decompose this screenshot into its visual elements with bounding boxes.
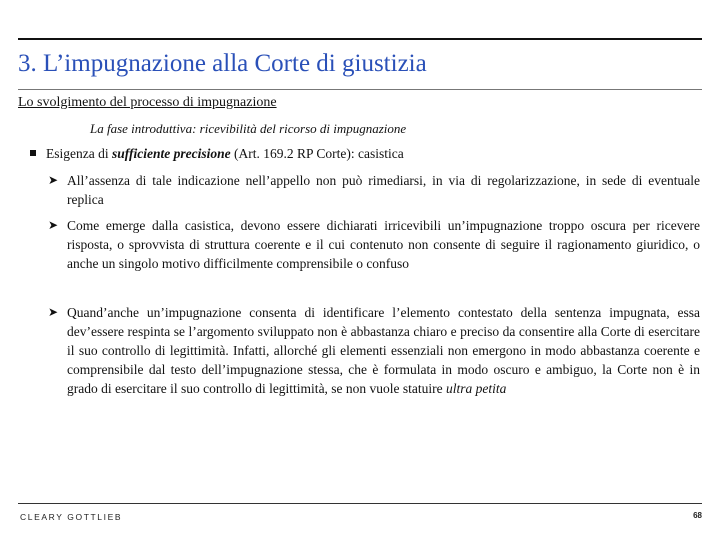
top-rule	[18, 38, 702, 40]
firm-logo: CLEARY GOTTLIEB	[20, 512, 123, 522]
sub-bullet-1	[48, 171, 700, 209]
bullet-lead: Esigenza di	[46, 146, 112, 161]
section-subheading: Lo svolgimento del processo di impugnazione	[18, 95, 277, 110]
title-rule	[18, 89, 702, 90]
sub-bullet-3	[48, 303, 700, 398]
sub-bullet-text-wrap	[67, 303, 700, 398]
sub-bullet-text: Quand’anche un’impugnazione consenta di identificare l’elemento contestato della sentenza impugnata, essa dev’essere respinta se l’argomento sviluppato non è abbastanza chiaro e preciso da consentire alla Corte di esercitare il suo controllo di legittimità. Infatti, allorché gli elementi essenziali non emergono in modo abbastanza coerente e comprensibile dal testo dell’impugnazione stessa, che è formulata in modo oscuro e ambiguo, la Corte non è in grado di esercitare il suo controllo di legittimità, se non vuole statuire	[67, 305, 700, 396]
sub-bullet-text: All’assenza di tale indicazione nell’appello non può rimediarsi, in via di regolarizzazione, in sede di eventuale replica	[67, 173, 700, 207]
arrowhead-bullet-icon: ➤	[48, 305, 59, 319]
bullet-rest: (Art. 169.2 RP Corte): casistica	[230, 146, 404, 161]
bullet-emphasis: sufficiente precisione	[111, 146, 231, 161]
sub-bullet-text: Come emerge dalla casistica, devono essere dichiarati irricevibili un’impugnazione troppo oscura per ricevere risposta, o sprovvista di struttura coerente e il cui contenuto non consente di seguire il ragionamento giuridico, o anche un singolo motivo difficilmente comprensibile o confuso	[67, 218, 700, 271]
arrowhead-bullet-icon: ➤	[48, 218, 59, 232]
phase-heading: La fase introduttiva: ricevibilità del ricorso di impugnazione	[90, 121, 407, 136]
slide-title: 3. L’impugnazione alla Corte di giustizia	[18, 50, 427, 77]
sub-bullet-2	[48, 216, 700, 273]
arrowhead-bullet-icon: ➤	[48, 173, 59, 187]
main-bullet	[30, 146, 404, 162]
sub-bullet-italic-tail: ultra petita	[446, 381, 507, 396]
square-bullet-icon	[30, 150, 36, 156]
page-number: 68	[693, 511, 702, 520]
footer-rule	[18, 503, 702, 504]
